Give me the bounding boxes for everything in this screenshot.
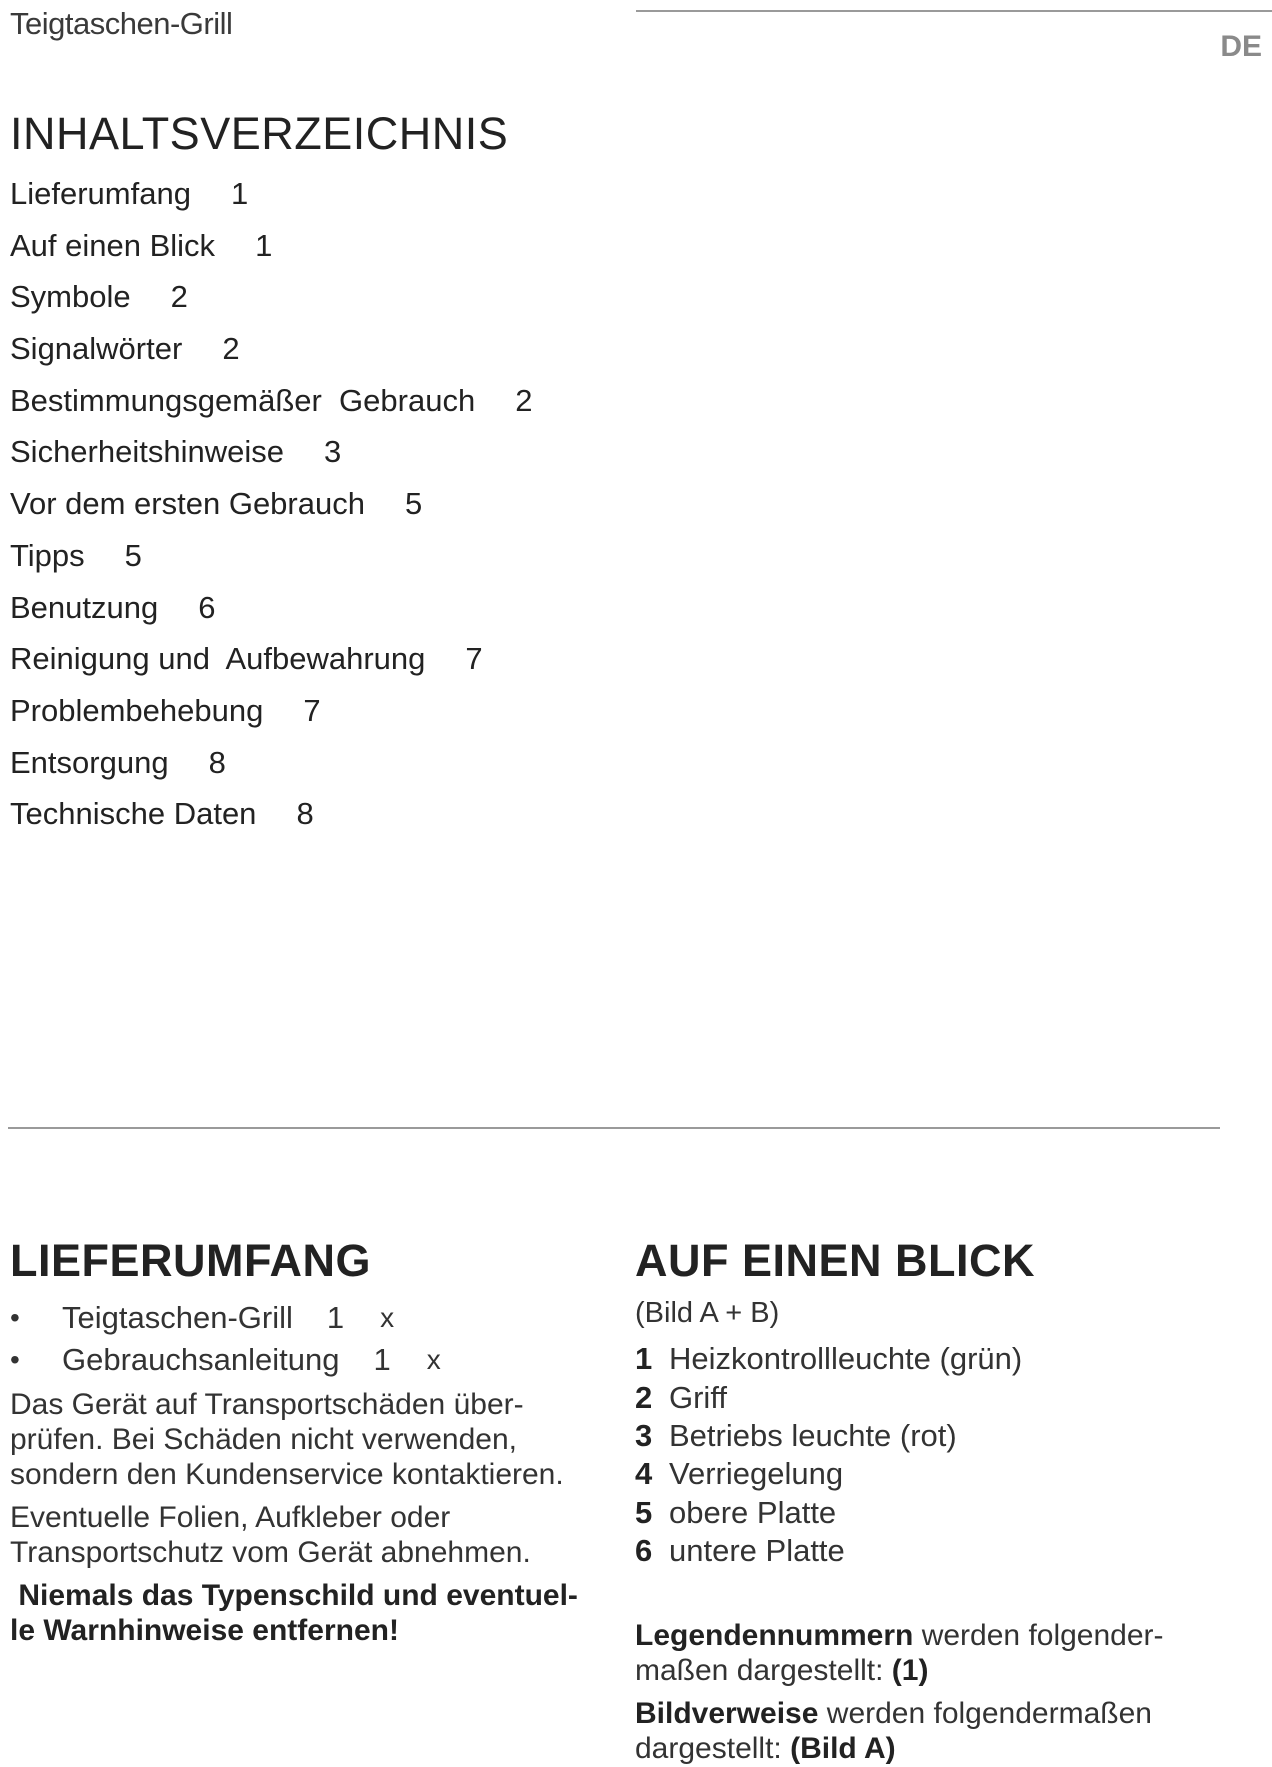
packaging-line: Eventuelle Folien, Aufkleber oder (10, 1501, 451, 1534)
toc-item-page: 8 (208, 744, 226, 780)
legend-item (635, 1494, 1255, 1532)
packaging-line: Transportschutz vom Gerät abnehmen. (10, 1536, 531, 1569)
toc-item-label: Sicherheitshinweise (10, 434, 284, 470)
legend-label: Heizkontrollleuchte (grün) (669, 1341, 1023, 1377)
toc-item-label: Symbole (10, 279, 131, 315)
legend-item (635, 1340, 1255, 1378)
toc-item-label: Entsorgung (10, 744, 169, 780)
bullet-icon: • (10, 1344, 20, 1375)
legend-number: 5 (635, 1494, 653, 1530)
delivery-item-name: Teigtaschen-Grill (62, 1300, 293, 1335)
toc-item[interactable] (10, 796, 532, 848)
lieferumfang-section (10, 1235, 610, 1648)
packaging-paragraph (10, 1500, 610, 1570)
toc-item-page: 2 (222, 331, 240, 367)
legend-note-term: Legendennummern (635, 1619, 914, 1653)
toc-item-page: 8 (296, 796, 314, 832)
toc-item-page: 3 (323, 434, 342, 470)
delivery-item (10, 1339, 610, 1381)
warning-text (10, 1578, 610, 1648)
delivery-list (10, 1297, 610, 1381)
top-divider (636, 10, 1272, 12)
legend-label: Verriegelung (669, 1456, 844, 1492)
toc-item-label: Benutzung (10, 589, 159, 625)
lieferumfang-heading: LIEFERUMFANG (10, 1235, 371, 1286)
legend-label: untere Platte (669, 1533, 845, 1569)
toc-item[interactable] (10, 486, 532, 538)
toc-item-page: 5 (404, 486, 423, 522)
toc-item-label: Bestimmungsgemäßer Gebrauch (10, 382, 476, 418)
toc-item[interactable] (10, 538, 532, 590)
legend-label: obere Platte (669, 1494, 837, 1530)
figure-reference: (Bild A + B) (635, 1297, 780, 1329)
toc-item-page: 1 (255, 227, 273, 263)
legend-item (635, 1532, 1255, 1570)
toc-item[interactable] (10, 693, 532, 745)
toc-item[interactable] (10, 383, 532, 435)
delivery-item-unit: x (426, 1344, 441, 1375)
toc-item[interactable] (10, 228, 532, 280)
delivery-item-name: Gebrauchsanleitung (62, 1342, 340, 1377)
toc-item-page: 1 (230, 176, 249, 211)
figure-reference-note (635, 1696, 1255, 1766)
inspection-line: sondern den Kundenservice kontaktieren. (10, 1458, 564, 1491)
legend-list (635, 1340, 1255, 1570)
toc-item-page: 5 (124, 537, 142, 573)
legend-number: 2 (635, 1379, 653, 1415)
warning-line: le Warnhinweise entfernen! (10, 1614, 399, 1647)
language-label: DE (1220, 30, 1262, 63)
inspection-paragraph (10, 1387, 610, 1492)
toc-item[interactable] (10, 176, 532, 228)
legend-label: Betriebs leuchte (rot) (669, 1417, 957, 1453)
legend-number: 3 (635, 1417, 653, 1453)
toc-item-label: Signalwörter (10, 331, 183, 367)
legend-item (635, 1455, 1255, 1493)
toc-item[interactable] (10, 745, 532, 797)
auf-einen-blick-heading: AUF EINEN BLICK (635, 1235, 1035, 1286)
legend-item (635, 1378, 1255, 1416)
figure-note-text: dargestellt: (635, 1732, 791, 1766)
delivery-item-qty: 1 (326, 1300, 345, 1335)
toc-item-page: 6 (198, 589, 216, 625)
legend-number: 6 (635, 1533, 653, 1569)
legend-note-text: werden folgender- (913, 1619, 1164, 1653)
toc-item-label: Technische Daten (10, 796, 257, 832)
toc-item-page: 7 (303, 692, 321, 728)
figure-note-example: (Bild A) (790, 1732, 896, 1766)
legend-number: 4 (635, 1456, 653, 1492)
toc-item[interactable] (10, 279, 532, 331)
section-divider (8, 1127, 1220, 1129)
toc-item-label: Lieferumfang (10, 176, 191, 211)
legend-label: Griff (669, 1379, 727, 1415)
document-title: Teigtaschen-Grill (10, 6, 233, 41)
delivery-item-unit: x (380, 1302, 395, 1333)
legend-note-example: (1) (891, 1654, 929, 1688)
toc-item[interactable] (10, 590, 532, 642)
toc-item-page: 7 (465, 641, 483, 677)
inspection-line: Das Gerät auf Transportschäden über- (10, 1388, 524, 1421)
inspection-line: prüfen. Bei Schäden nicht verwenden, (10, 1423, 517, 1456)
figure-note-term: Bildverweise (635, 1697, 819, 1731)
legend-note-text: maßen dargestellt: (635, 1654, 892, 1688)
legend-number: 1 (635, 1341, 653, 1377)
toc-item-page: 2 (515, 382, 533, 418)
toc-item-label: Problembehebung (10, 692, 264, 728)
toc-item[interactable] (10, 434, 532, 486)
figure-note-text: werden folgendermaßen (818, 1697, 1152, 1731)
toc-item[interactable] (10, 641, 532, 693)
toc-heading: INHALTSVERZEICHNIS (10, 108, 509, 159)
legend-number-note (635, 1618, 1255, 1688)
toc-list (10, 176, 532, 848)
auf-einen-blick-section (635, 1235, 1255, 1766)
toc-item[interactable] (10, 331, 532, 383)
toc-item-label: Tipps (10, 537, 85, 573)
delivery-item-qty: 1 (373, 1342, 391, 1377)
toc-item-page: 2 (170, 279, 188, 315)
toc-item-label: Auf einen Blick (10, 227, 216, 263)
toc-item-label: Vor dem ersten Gebrauch (10, 486, 365, 522)
toc-item-label: Reinigung und Aufbewahrung (10, 641, 426, 677)
warning-line: Niemals das Typenschild und eventuel- (10, 1579, 578, 1612)
legend-item (635, 1417, 1255, 1455)
delivery-item (10, 1297, 610, 1339)
bullet-icon: • (10, 1302, 20, 1333)
